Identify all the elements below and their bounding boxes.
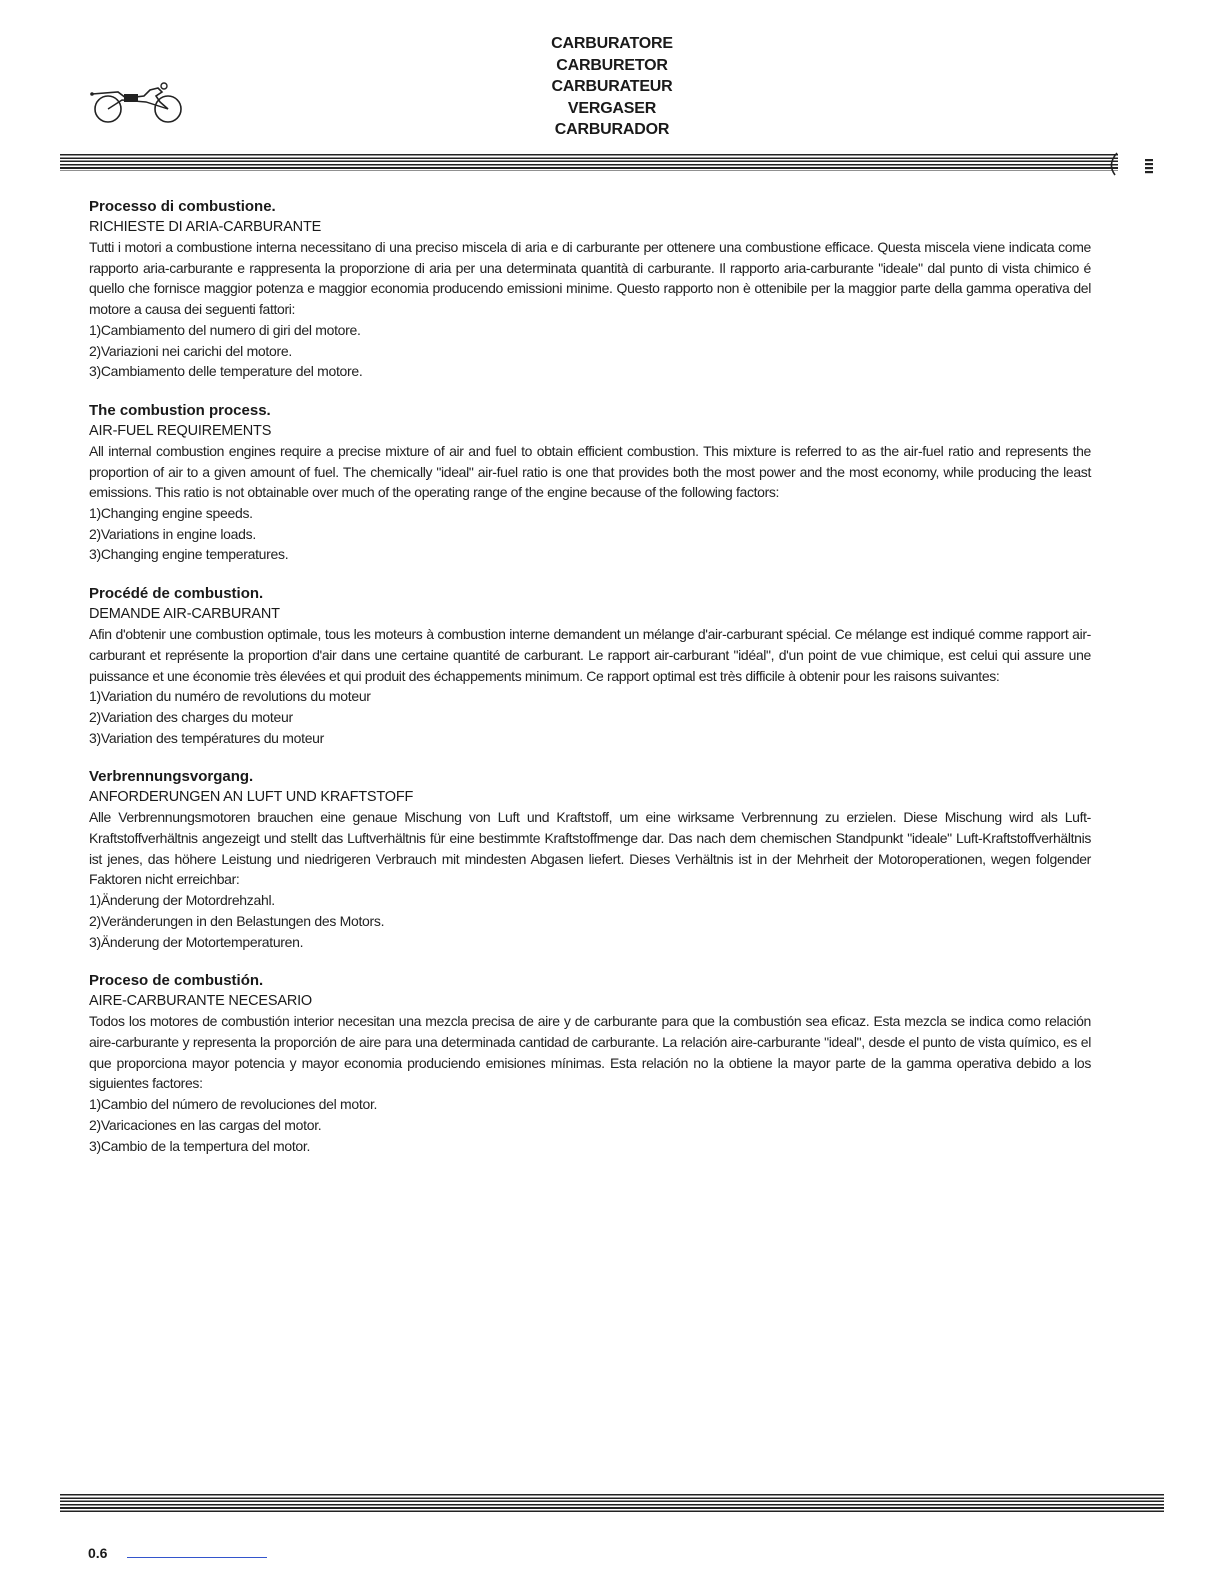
motorcycle-icon [88, 80, 188, 128]
list-item: 1)Variation du numéro de revolutions du moteur [89, 688, 371, 705]
section-body: Tutti i motori a combustione interna necessitano di una preciso miscela di aria e di carburante per ottenere una combustione efficace. Questa miscela viene indicata come rapporto aria-carburante e rappresenta la proporzione di aria per una determinata quantità di carburante. Il rapporto aria-carburante "ideale" dal punto di vista chimico é quello che fornisce maggior potenza e maggior economia producendo emissioni minime. Questo rapporto non è ottenibile per la maggior parte della gamma operativa del motore a causa dei seguenti fattori: [89, 239, 1091, 318]
page-number: 0.6 [88, 1545, 108, 1561]
footer-underline [127, 1557, 267, 1558]
title-german: VERGASER [567, 99, 657, 117]
list-item: 2)Variation des charges du moteur [89, 708, 293, 725]
list-item: 2)Variations in engine loads. [89, 525, 256, 542]
section-subtitle: AIRE-CARBURANTE NECESARIO [89, 993, 313, 1010]
section-tab-mark [1105, 147, 1155, 179]
header-rule [60, 154, 1118, 171]
title-spanish: CARBURADOR [554, 121, 670, 138]
section-spanish [89, 971, 1091, 1156]
list-item: 1)Cambio del número de revoluciones del motor. [89, 1096, 378, 1113]
list-item: 3)Variation des températures du moteur [89, 729, 325, 746]
list-item: 2)Varicaciones en las cargas del motor. [89, 1116, 322, 1133]
list-item: 2)Veränderungen in den Belastungen des Motors. [89, 912, 385, 929]
section-title: Procédé de combustion. [89, 585, 264, 603]
list-item: 3)Cambio de la tempertura del motor. [89, 1137, 311, 1154]
list-item: 2)Variazioni nei carichi del motore. [89, 342, 292, 359]
section-body: Todos los motores de combustión interior necesitan una mezcla precisa de aire y de carburante para que la combustión sea eficaz. Esta mezcla se indica como relación aire-carburante y representa la proporción de aire para una determinada cantidad de carburante. La relación aire-carburante "ideal", desde el punto de vista químico, es el que proporciona mayor potencia y mayor economia produciendo emisiones mínimas. Esta relación no la obtiene la mayor parte de la gamma operativa debido a los siguientes factores: [89, 1013, 1091, 1092]
section-french [89, 584, 1091, 748]
section-body: Alle Verbrennungsmotoren brauchen eine genaue Mischung von Luft und Kraftstoff, um eine wirksame Verbrennung zu erzielen. Diese Mischung wird als Luft-Kraftstoffverhältnis angezeigt und stellt das Luftverhältnis für eine bestimmte Kraftstoffmenge dar. Das nach dem chemischen Standpunkt "ideale" Luft-Kraftstoffverhältnis ist jenes, das höhere Leistung und niedrigeren Verbrauch mit mindesten Abgasen liefert. Dieses Verhältnis ist in der Mehrheit der Motoroperationen, wegen folgender Faktoren nicht erreichbar: [89, 809, 1091, 888]
list-item: 3)Changing engine temperatures. [89, 546, 289, 563]
section-subtitle: AIR-FUEL REQUIREMENTS [89, 422, 272, 439]
list-item: 1)Changing engine speeds. [89, 505, 253, 522]
section-title: Proceso de combustión. [89, 972, 264, 990]
section-subtitle: RICHIESTE DI ARIA-CARBURANTE [89, 219, 322, 235]
section-body: Afin d'obtenir une combustion optimale, tous les moteurs à combustion interne demandent un mélange d'air-carburant spécial. Ce mélange est indiqué comme rapport air-carburant et représente la proportion d'air dans une certaine quantité de carburant. Le rapport air-carburant "idéal", d'un point de vue chimique, est celui qui assure une puissance et une économie très élevées et qui produit des échappements minimum. Ce rapport optimal est très difficile à obtenir pour les raisons suivantes: [89, 626, 1091, 684]
title-english: CARBURETOR [556, 56, 668, 74]
section-title: Processo di combustione. [89, 198, 276, 215]
footer-rule [60, 1494, 1164, 1512]
document-content [89, 197, 1091, 1175]
section-title: The combustion process. [89, 401, 271, 419]
section-italian [89, 197, 1091, 382]
list-item: 1)Änderung der Motordrehzahl. [89, 892, 275, 909]
section-german [89, 767, 1091, 952]
list-item: 1)Cambiamento del numero di giri del motore. [89, 321, 361, 338]
title-italian: CARBURATORE [551, 35, 673, 52]
section-english [89, 401, 1091, 565]
list-item: 3)Änderung der Motortemperaturen. [89, 933, 304, 950]
section-subtitle: ANFORDERUNGEN AN LUFT UND KRAFTSTOFF [89, 789, 414, 806]
section-body: All internal combustion engines require a precise mixture of air and fuel to obtain efficient combustion. This mixture is referred to as the air-fuel ratio and represents the proportion of air to a given amount of fuel. The chemically "ideal" air-fuel ratio is one that provides both the most power and the most economy, while producing the least emissions. This ratio is not obtainable over much of the operating range of the engine because of the following factors: [89, 442, 1091, 501]
section-subtitle: DEMANDE AIR-CARBURANT [89, 606, 280, 623]
list-item: 3)Cambiamento delle temperature del motore. [89, 363, 363, 380]
title-french: CARBURATEUR [551, 78, 673, 95]
section-title: Verbrennungsvorgang. [89, 768, 254, 786]
